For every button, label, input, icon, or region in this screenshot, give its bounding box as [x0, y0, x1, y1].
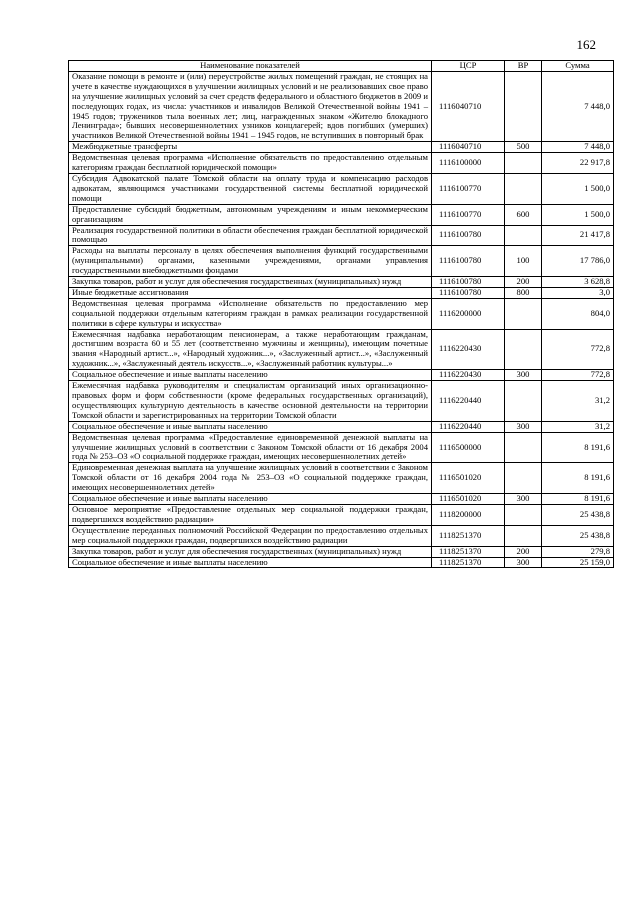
row-sum: 25 438,8	[542, 525, 614, 546]
row-csr: 1116100770	[432, 173, 505, 204]
row-vr	[505, 225, 542, 246]
row-sum: 31,2	[542, 381, 614, 422]
row-sum: 31,2	[542, 421, 614, 432]
row-csr: 1118251370	[432, 546, 505, 557]
row-name: Закупка товаров, работ и услуг для обеспечения государственных (муниципальных) нужд	[69, 546, 432, 557]
row-csr: 1116220430	[432, 329, 505, 370]
row-vr	[505, 504, 542, 525]
table-row	[69, 329, 614, 370]
table-row	[69, 432, 614, 463]
table-row	[69, 298, 614, 329]
row-csr: 1116100780	[432, 287, 505, 298]
table-row	[69, 463, 614, 494]
row-sum: 8 191,6	[542, 494, 614, 505]
row-csr: 1116501020	[432, 494, 505, 505]
row-sum: 17 786,0	[542, 246, 614, 277]
row-csr: 1116100780	[432, 225, 505, 246]
row-name: Основное мероприятие «Предоставление отдельных мер социальной поддержки граждан, подвергшихся воздействию радиации»	[69, 504, 432, 525]
table-row	[69, 525, 614, 546]
row-csr: 1118251370	[432, 557, 505, 568]
row-csr: 1116220440	[432, 381, 505, 422]
row-csr: 1116500000	[432, 432, 505, 463]
row-sum: 279,8	[542, 546, 614, 557]
row-sum: 772,8	[542, 329, 614, 370]
table-row	[69, 421, 614, 432]
row-csr: 1116100770	[432, 204, 505, 225]
row-vr: 100	[505, 246, 542, 277]
row-name: Предоставление субсидий бюджетным, автономным учреждениям и иным некоммерческим организациям	[69, 204, 432, 225]
row-sum: 25 438,8	[542, 504, 614, 525]
row-vr: 800	[505, 287, 542, 298]
row-sum: 3 628,8	[542, 277, 614, 288]
row-csr: 1116040710	[432, 71, 505, 141]
row-name: Межбюджетные трансферты	[69, 142, 432, 153]
row-sum: 3,0	[542, 287, 614, 298]
table-row	[69, 153, 614, 174]
table-row	[69, 494, 614, 505]
row-csr: 1116200000	[432, 298, 505, 329]
row-sum: 8 191,6	[542, 432, 614, 463]
page-number: 162	[576, 37, 596, 52]
table-row	[69, 277, 614, 288]
row-name: Закупка товаров, работ и услуг для обеспечения государственных (муниципальных) нужд	[69, 277, 432, 288]
row-name: Оказание помощи в ремонте и (или) переустройстве жилых помещений граждан, не стоящих на учете в качестве нуждающихся в улучшении жилищных условий и не реализовавших свое право на улучшение жилищных условий за счет средств федерального и областного бюджетов в 2009 и последующих годах, из числа: участников и инвалидов Великой Отечественной войны 1941 – 1945 годов; тружеников тыла военных лет; лиц, награжденных знаком «Жителю блокадного Ленинграда»; бывших несовершеннолетних узников концлагерей; вдов погибших (умерших) участников Великой Отечественной войны 1941 – 1945 годов, не вступивших в повторный брак	[69, 71, 432, 141]
table-row	[69, 557, 614, 568]
row-name: Социальное обеспечение и иные выплаты населению	[69, 557, 432, 568]
row-name: Ежемесячная надбавка неработающим пенсионерам, а также неработающим гражданам, достигшим возраста 60 и 55 лет (соответственно мужчины и женщины), имеющим почетные звания «Народный артист...», «Народный художник...», «Заслуженный артист...», «Заслуженный художник...», «Заслуженный деятель искусств...», «Заслуженный работник культуры...»	[69, 329, 432, 370]
table-row	[69, 173, 614, 204]
row-vr	[505, 153, 542, 174]
budget-table	[68, 60, 614, 568]
row-vr: 500	[505, 142, 542, 153]
row-csr: 1118200000	[432, 504, 505, 525]
row-vr	[505, 432, 542, 463]
row-name: Ведомственная целевая программа «Исполнение обязательств по предоставлению отдельным категориям граждан бесплатной юридической помощи»	[69, 153, 432, 174]
row-csr: 1116100780	[432, 277, 505, 288]
row-name: Расходы на выплаты персоналу в целях обеспечения выполнения функций государственными (муниципальными) органами, казенными учреждениями, органами управления государственными внебюджетными фондами	[69, 246, 432, 277]
row-name: Ведомственная целевая программа «Предоставление единовременной денежной выплаты на улучшение жилищных условий в соответствии с Законом Томской области от 16 декабря 2004 года № 253–ОЗ «О социальной поддержке граждан, имеющих несовершеннолетних детей»	[69, 432, 432, 463]
row-vr	[505, 381, 542, 422]
row-sum: 772,8	[542, 370, 614, 381]
row-name: Осуществление переданных полномочий Российской Федерации по предоставлению отдельных мер социальной поддержки граждан, подвергшихся воздействию радиации	[69, 525, 432, 546]
row-name: Реализация государственной политики в области обеспечения граждан бесплатной юридической помощью	[69, 225, 432, 246]
row-vr: 200	[505, 546, 542, 557]
row-name: Субсидия Адвокатской палате Томской области на оплату труда и компенсацию расходов адвокатам, являющимся участниками государственной системы бесплатной юридической помощи	[69, 173, 432, 204]
row-sum: 804,0	[542, 298, 614, 329]
table-header-row	[69, 61, 614, 72]
table-row	[69, 225, 614, 246]
header-sum: Сумма	[542, 61, 614, 72]
table-row	[69, 287, 614, 298]
header-csr: ЦСР	[432, 61, 505, 72]
row-name: Единовременная денежная выплата на улучшение жилищных условий в соответствии с Законом Томской области от 16 декабря 2004 года № 253–ОЗ «О социальной поддержке граждан, имеющих несовершеннолетних детей»	[69, 463, 432, 494]
row-csr: 1116220430	[432, 370, 505, 381]
row-vr: 300	[505, 370, 542, 381]
row-csr: 1116040710	[432, 142, 505, 153]
row-name: Ежемесячная надбавка руководителям и специалистам организаций иных организационно-правовых форм и форм собственности (кроме федеральных государственных организаций), осуществляющих культурную деятельность в качестве основной деятельности на территории Томской области и зарегистрированных на территории Томской области	[69, 381, 432, 422]
row-vr: 300	[505, 557, 542, 568]
row-sum: 22 917,8	[542, 153, 614, 174]
row-vr	[505, 525, 542, 546]
row-csr: 1116501020	[432, 463, 505, 494]
row-vr: 600	[505, 204, 542, 225]
header-vr: ВР	[505, 61, 542, 72]
table-row	[69, 246, 614, 277]
row-name: Иные бюджетные ассигнования	[69, 287, 432, 298]
row-sum: 21 417,8	[542, 225, 614, 246]
row-vr: 200	[505, 277, 542, 288]
row-vr	[505, 329, 542, 370]
row-csr: 1116100780	[432, 246, 505, 277]
table-row	[69, 546, 614, 557]
row-sum: 7 448,0	[542, 142, 614, 153]
row-name: Социальное обеспечение и иные выплаты населению	[69, 494, 432, 505]
table-row	[69, 142, 614, 153]
table-row	[69, 71, 614, 141]
row-vr	[505, 298, 542, 329]
row-sum: 25 159,0	[542, 557, 614, 568]
row-sum: 1 500,0	[542, 173, 614, 204]
row-sum: 8 191,6	[542, 463, 614, 494]
row-name: Социальное обеспечение и иные выплаты населению	[69, 421, 432, 432]
row-sum: 7 448,0	[542, 71, 614, 141]
row-vr	[505, 71, 542, 141]
row-csr: 1116220440	[432, 421, 505, 432]
table-row	[69, 381, 614, 422]
table-row	[69, 204, 614, 225]
row-vr: 300	[505, 421, 542, 432]
header-name: Наименование показателей	[69, 61, 432, 72]
row-name: Социальное обеспечение и иные выплаты населению	[69, 370, 432, 381]
row-vr	[505, 173, 542, 204]
table-row	[69, 504, 614, 525]
table-row	[69, 370, 614, 381]
row-vr	[505, 463, 542, 494]
row-name: Ведомственная целевая программа «Исполнение обязательств по предоставлению мер социальной поддержки отдельным категориям граждан в рамках реализации государственной политики в сфере культуры и искусства»	[69, 298, 432, 329]
row-vr: 300	[505, 494, 542, 505]
row-csr: 1118251370	[432, 525, 505, 546]
row-csr: 1116100000	[432, 153, 505, 174]
row-sum: 1 500,0	[542, 204, 614, 225]
